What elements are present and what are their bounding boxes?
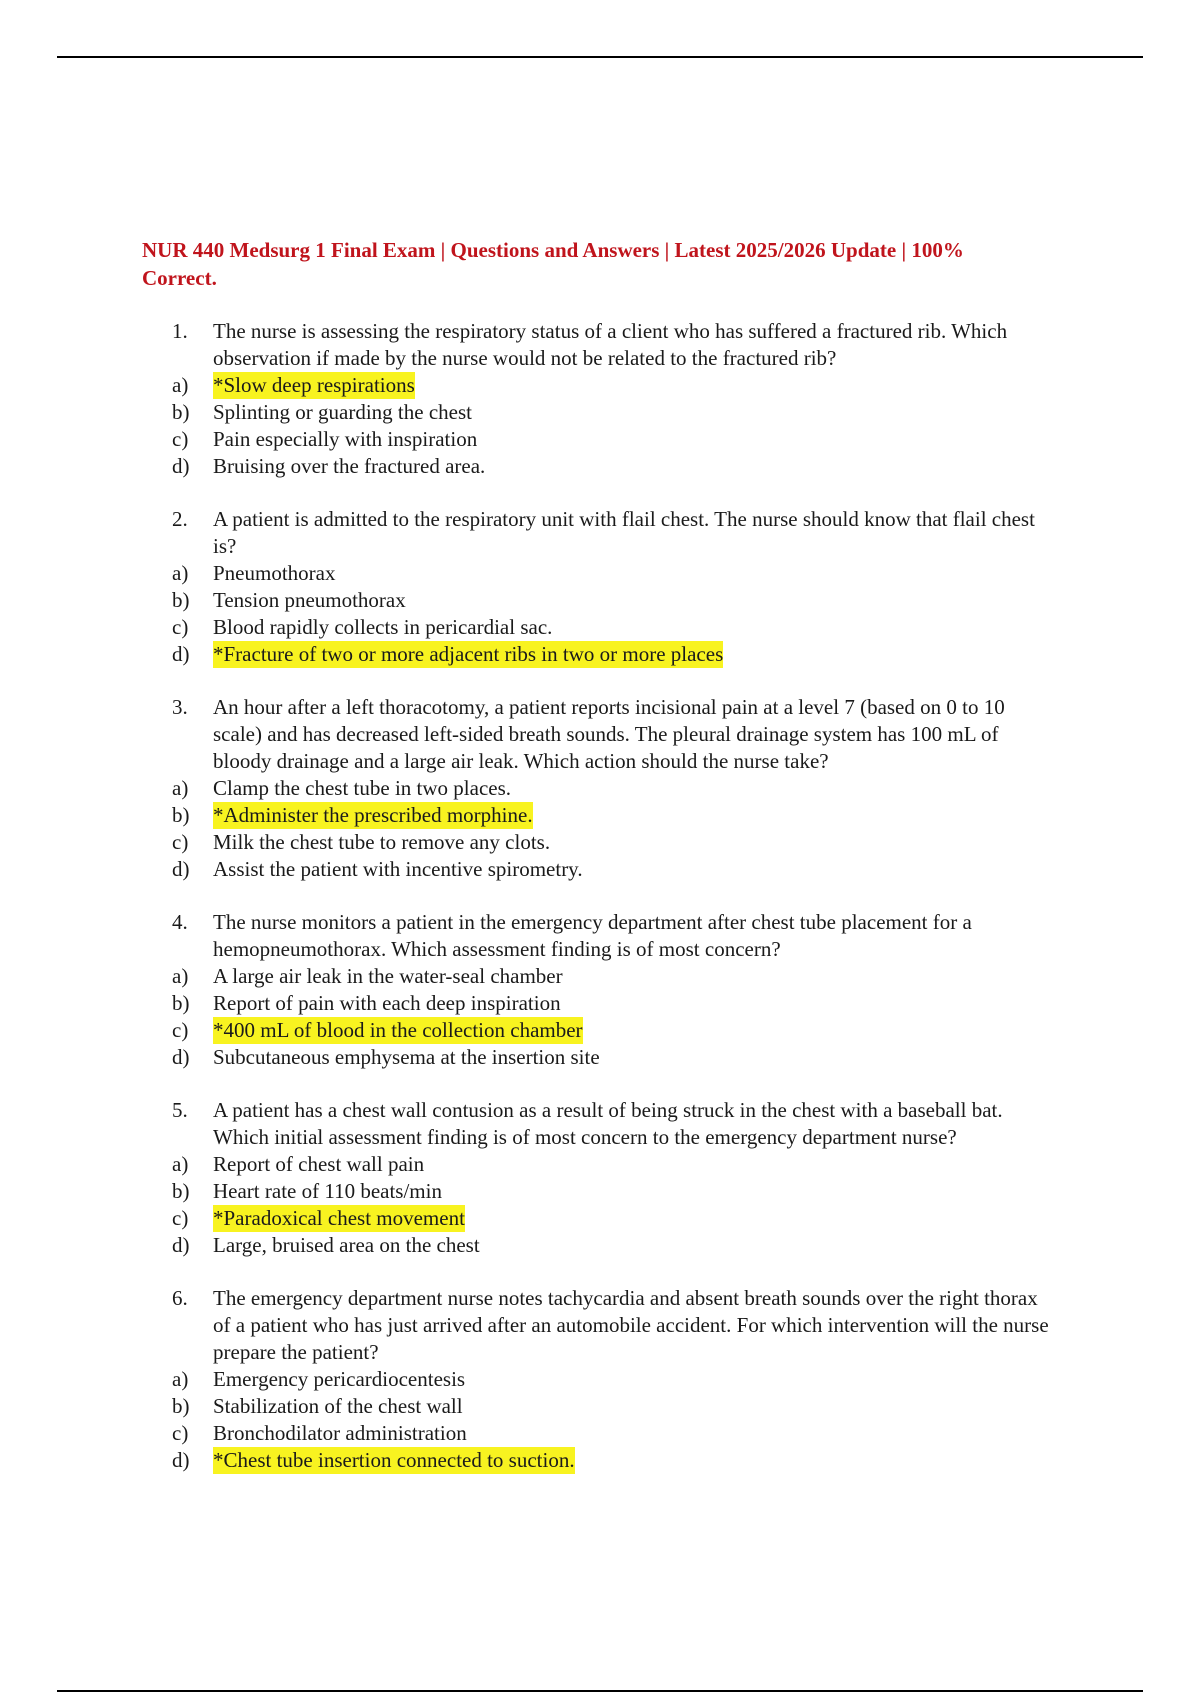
option-letter: b) (172, 991, 190, 1015)
question-number: 4. (172, 910, 188, 934)
answer-options (172, 372, 1052, 480)
option-text: Pneumothorax (213, 561, 336, 585)
question-number: 6. (172, 1286, 188, 1310)
question-number: 1. (172, 319, 188, 343)
option-text: Splinting or guarding the chest (213, 400, 472, 424)
option-letter: a) (172, 561, 189, 585)
option-letter: d) (172, 642, 190, 666)
answer-option (172, 775, 1052, 802)
option-letter: d) (172, 857, 190, 881)
option-letter: c) (172, 427, 189, 451)
option-text: Stabilization of the chest wall (213, 1394, 463, 1418)
answer-option (172, 1420, 1052, 1447)
answer-option (172, 1178, 1052, 1205)
question-4 (172, 909, 1052, 1071)
answer-options (172, 1366, 1052, 1474)
question-6 (172, 1285, 1052, 1474)
option-letter: b) (172, 803, 190, 827)
correct-answer-highlight: *400 mL of blood in the collection chamber (213, 1018, 583, 1042)
option-letter: c) (172, 830, 189, 854)
option-letter: b) (172, 400, 190, 424)
option-letter: c) (172, 1421, 189, 1445)
option-text: Bronchodilator administration (213, 1421, 467, 1445)
answer-option (172, 641, 1052, 668)
footer-rule (57, 1690, 1143, 1692)
question-stem (172, 318, 1052, 372)
answer-option (172, 990, 1052, 1017)
option-letter: a) (172, 373, 189, 397)
question-2 (172, 506, 1052, 668)
option-letter: d) (172, 454, 190, 478)
correct-answer-highlight: *Slow deep respirations (213, 373, 415, 397)
option-letter: c) (172, 615, 189, 639)
question-text: The nurse is assessing the respiratory status of a client who has suffered a fractured rib. Which observation if made by the nurse would not be related to the fractured rib? (213, 319, 1008, 370)
answer-option (172, 560, 1052, 587)
answer-option (172, 1366, 1052, 1393)
question-text: A patient has a chest wall contusion as a result of being struck in the chest with a baseball bat. Which initial assessment finding is of most concern to the emergency department nurse? (213, 1098, 1003, 1149)
answer-option (172, 1017, 1052, 1044)
option-letter: a) (172, 964, 189, 988)
question-number: 5. (172, 1098, 188, 1122)
answer-options (172, 775, 1052, 883)
option-text: Heart rate of 110 beats/min (213, 1179, 442, 1203)
answer-option (172, 856, 1052, 883)
option-text: Pain especially with inspiration (213, 427, 478, 451)
option-letter: b) (172, 1179, 190, 1203)
question-text: The emergency department nurse notes tachycardia and absent breath sounds over the right thorax of a patient who has just arrived after an automobile accident. For which intervention will the nurse prepare the patient? (213, 1286, 1049, 1364)
option-letter: d) (172, 1448, 190, 1472)
option-text: Milk the chest tube to remove any clots. (213, 830, 551, 854)
option-letter: c) (172, 1206, 189, 1230)
correct-answer-highlight: *Fracture of two or more adjacent ribs in two or more places (213, 642, 724, 666)
question-stem (172, 1285, 1052, 1366)
answer-option (172, 1044, 1052, 1071)
question-text: A patient is admitted to the respiratory unit with flail chest. The nurse should know that flail chest is? (213, 507, 1035, 558)
option-text: Bruising over the fractured area. (213, 454, 486, 478)
question-5 (172, 1097, 1052, 1259)
question-number: 2. (172, 507, 188, 531)
option-text: Assist the patient with incentive spirometry. (213, 857, 583, 881)
option-text: Tension pneumothorax (213, 588, 406, 612)
question-stem (172, 909, 1052, 963)
question-number: 3. (172, 695, 188, 719)
option-letter: c) (172, 1018, 189, 1042)
answer-options (172, 963, 1052, 1071)
answer-option (172, 802, 1052, 829)
answer-option (172, 614, 1052, 641)
correct-answer-highlight: *Administer the prescribed morphine. (213, 803, 533, 827)
answer-option (172, 829, 1052, 856)
option-letter: a) (172, 1367, 189, 1391)
option-letter: d) (172, 1045, 190, 1069)
option-letter: a) (172, 1152, 189, 1176)
option-text: Subcutaneous emphysema at the insertion site (213, 1045, 600, 1069)
option-text: Report of chest wall pain (213, 1152, 425, 1176)
answer-options (172, 1151, 1052, 1259)
option-text: A large air leak in the water-seal chamber (213, 964, 563, 988)
question-stem (172, 694, 1052, 775)
question-text: The nurse monitors a patient in the emergency department after chest tube placement for a hemopneumothorax. Which assessment finding is of most concern? (213, 910, 972, 961)
question-stem (172, 506, 1052, 560)
answer-option (172, 372, 1052, 399)
answer-options (172, 560, 1052, 668)
answer-option (172, 1205, 1052, 1232)
question-stem (172, 1097, 1052, 1151)
option-letter: b) (172, 588, 190, 612)
question-list (172, 318, 1052, 1500)
answer-option (172, 1447, 1052, 1474)
answer-option (172, 1151, 1052, 1178)
option-text: Report of pain with each deep inspiration (213, 991, 561, 1015)
answer-option (172, 1232, 1052, 1259)
option-letter: a) (172, 776, 189, 800)
option-letter: d) (172, 1233, 190, 1257)
option-text: Clamp the chest tube in two places. (213, 776, 512, 800)
correct-answer-highlight: *Paradoxical chest movement (213, 1206, 465, 1230)
option-letter: b) (172, 1394, 190, 1418)
answer-option (172, 587, 1052, 614)
answer-option (172, 963, 1052, 990)
option-text: Large, bruised area on the chest (213, 1233, 480, 1257)
option-text: Blood rapidly collects in pericardial sac. (213, 615, 553, 639)
option-text: Emergency pericardiocentesis (213, 1367, 466, 1391)
answer-option (172, 453, 1052, 480)
answer-option (172, 1393, 1052, 1420)
question-3 (172, 694, 1052, 883)
answer-option (172, 426, 1052, 453)
document-title: NUR 440 Medsurg 1 Final Exam | Questions and Answers | Latest 2025/2026 Update | 100% Correct. (142, 238, 964, 290)
header-rule (57, 56, 1143, 58)
correct-answer-highlight: *Chest tube insertion connected to suction. (213, 1448, 575, 1472)
question-1 (172, 318, 1052, 480)
answer-option (172, 399, 1052, 426)
question-text: An hour after a left thoracotomy, a patient reports incisional pain at a level 7 (based on 0 to 10 scale) and has decreased left-sided breath sounds. The pleural drainage system has 100 mL of bloody drainage and a large air leak. Which action should the nurse take? (213, 695, 1005, 773)
